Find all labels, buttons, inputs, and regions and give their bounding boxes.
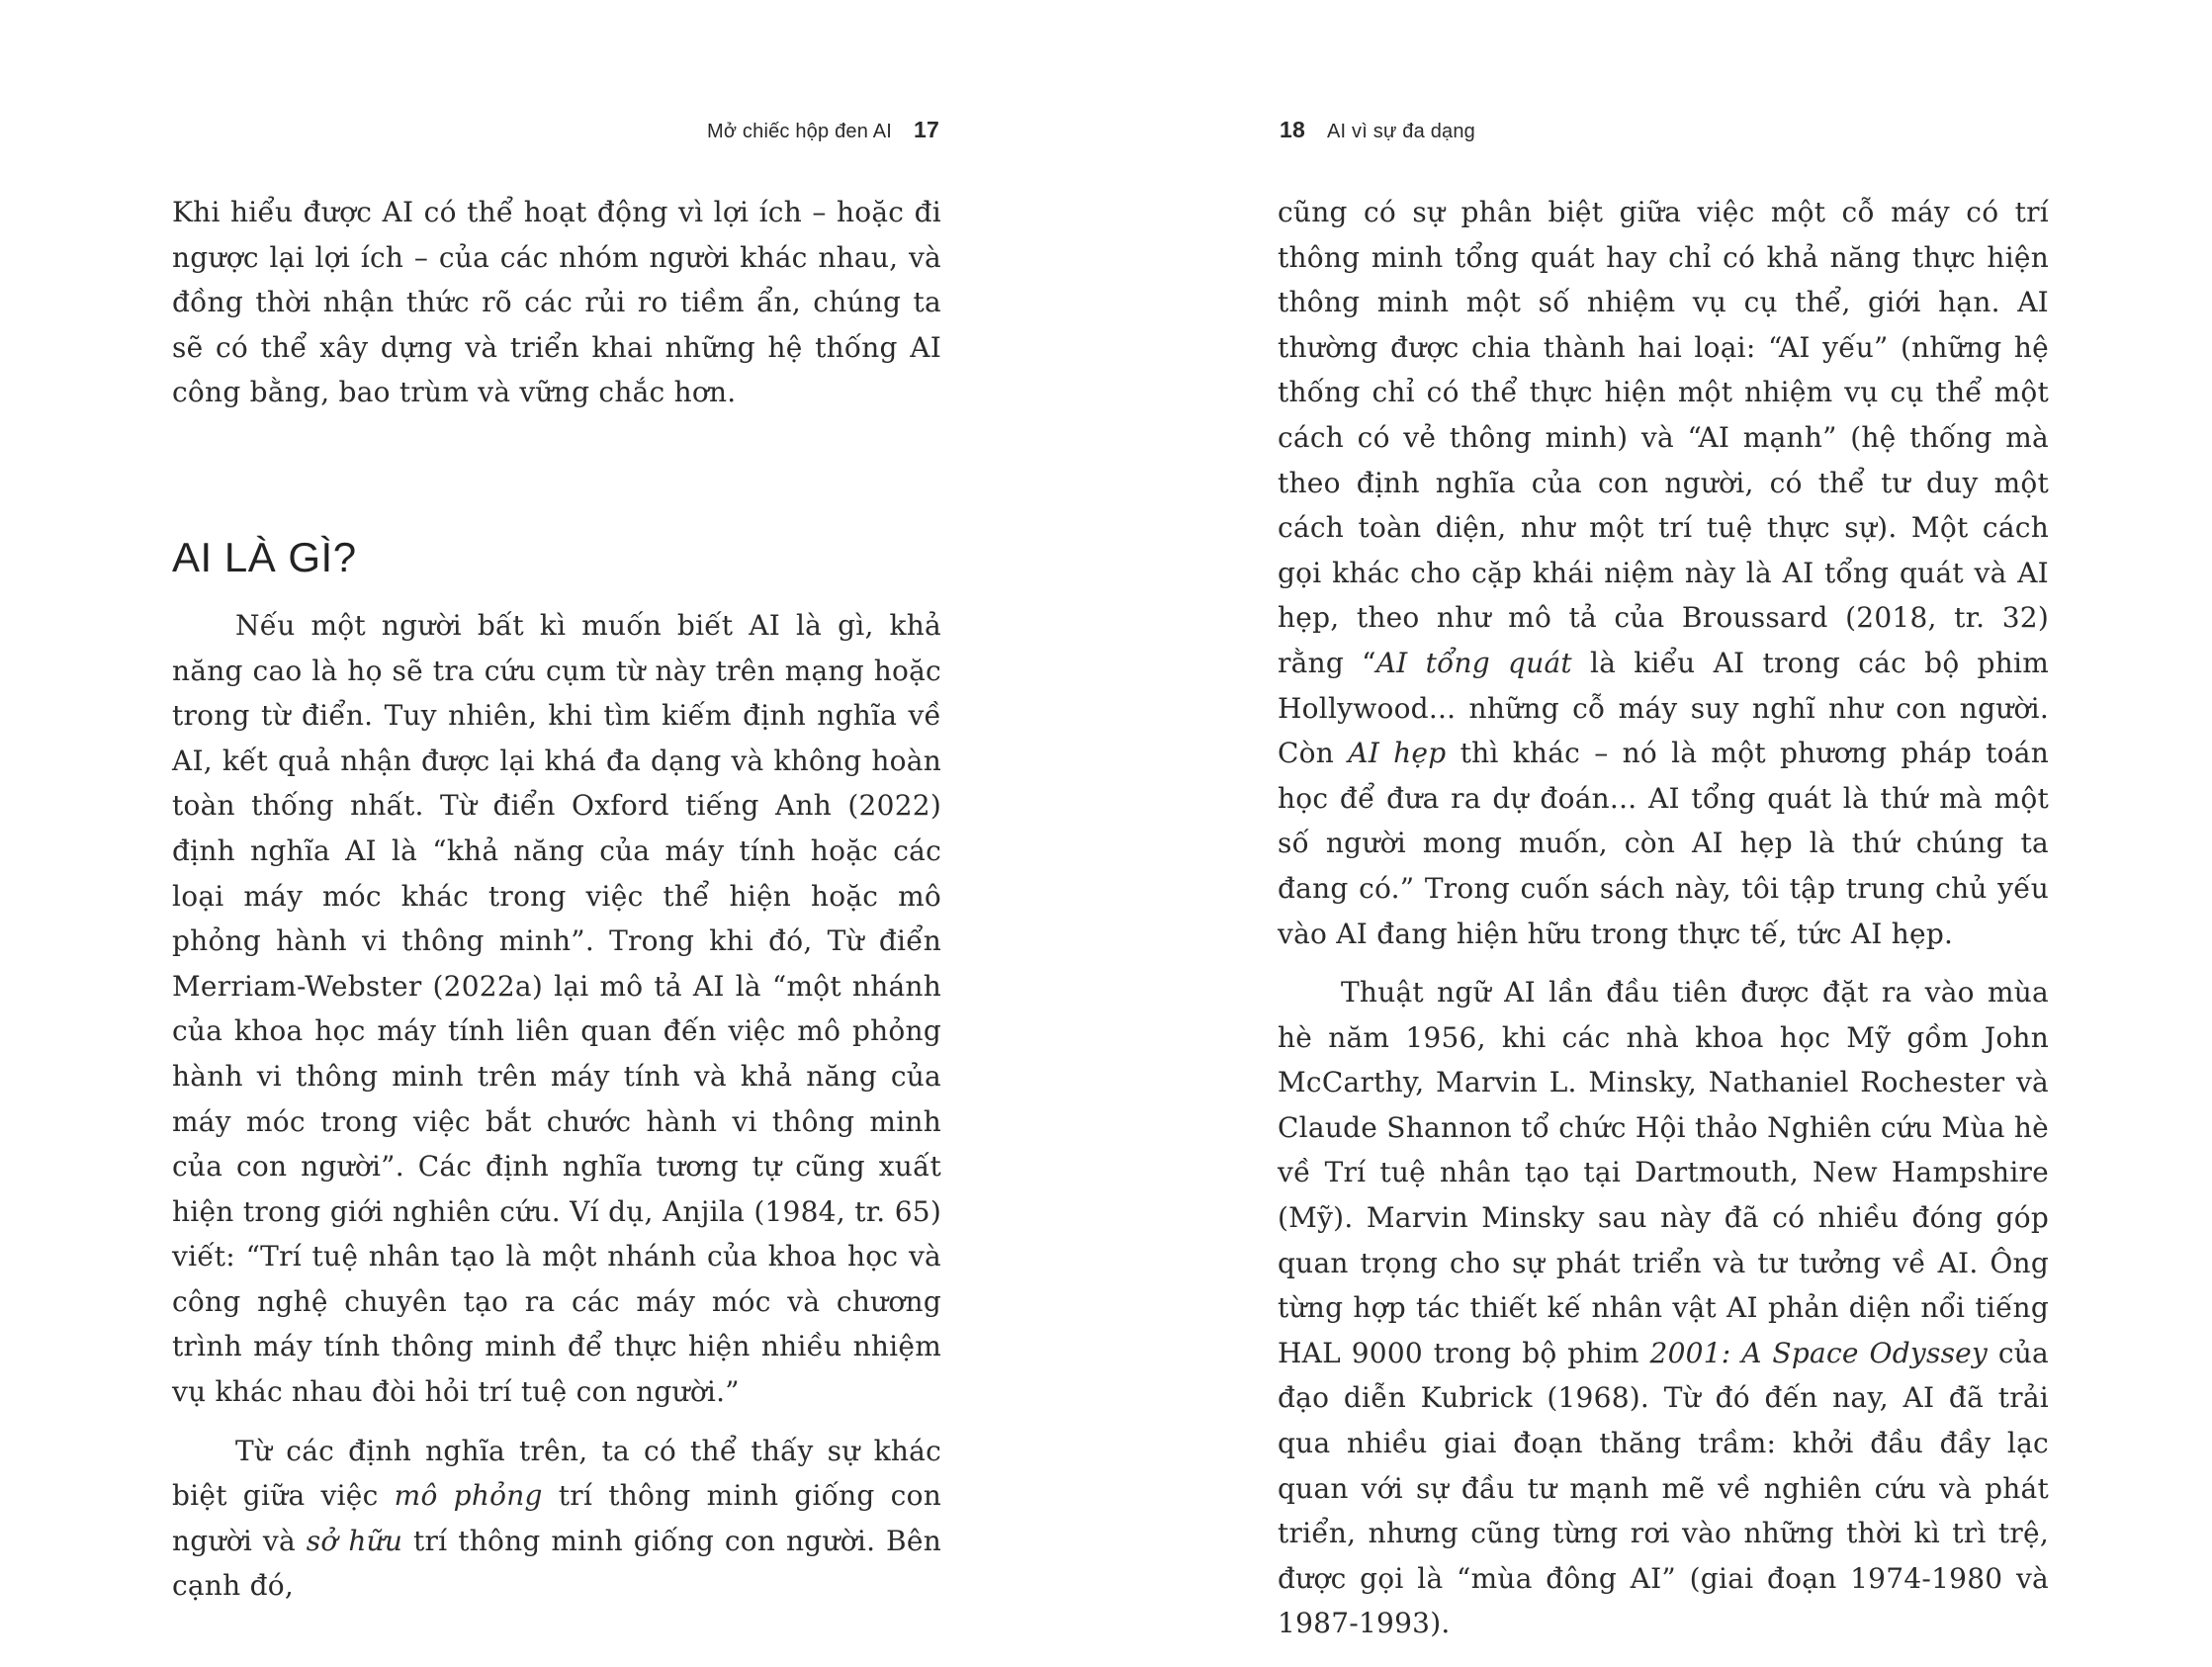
- right-page: [1106, 0, 2212, 1667]
- italic-term: 2001: A Space Odyssey: [1649, 1336, 1989, 1369]
- italic-term: sở hữu: [306, 1524, 403, 1557]
- body-paragraph: Từ các định nghĩa trên, ta có thể thấy sự khác biệt giữa việc mô phỏng trí thông minh giống con người và sở hữu trí thông minh giống con người. Bên cạnh đó,: [172, 1434, 941, 1603]
- running-head-title: AI vì sự đa dạng: [1326, 121, 1475, 142]
- page-number: 18: [1280, 117, 1305, 142]
- right-text-column: [1278, 190, 2049, 1646]
- italic-term: AI tổng quát: [1375, 646, 1572, 679]
- intro-paragraph: Khi hiểu được AI có thể hoạt động vì lợi ích – hoặc đi ngược lại lợi ích – của các nhóm người khác nhau, và đồng thời nhận thức rõ các rủi ro tiềm ẩn, chúng ta sẽ có thể xây dựng và triển khai những hệ thống AI công bằng, bao trùm và vững chắc hơn.: [172, 196, 941, 409]
- body-paragraph: Nếu một người bất kì muốn biết AI là gì, khả năng cao là họ sẽ tra cứu cụm từ này trên mạng hoặc trong từ điển. Tuy nhiên, khi tìm kiếm định nghĩa về AI, kết quả nhận được lại khá đa dạng và không hoàn toàn thống nhất. Từ điển Oxford tiếng Anh (2022) định nghĩa AI là “khả năng của máy tính hoặc các loại máy móc khác trong việc thể hiện hoặc mô phỏng hành vi thông minh”. Trong khi đó, Từ điển Merriam-Webster (2022a) lại mô tả AI là “một nhánh của khoa học máy tính liên quan đến việc mô phỏng hành vi thông minh trên máy tính và khả năng của máy móc trong việc bắt chước hành vi thông minh của con người”. Các định nghĩa tương tự cũng xuất hiện trong giới nghiên cứu. Ví dụ, Anjila (1984, tr. 65) viết: “Trí tuệ nhân tạo là một nhánh của khoa học và công nghệ chuyên tạo ra các máy móc và chương trình máy tính thông minh để thực hiện nhiều nhiệm vụ khác nhau đòi hỏi trí tuệ con người.”: [172, 608, 941, 1409]
- running-head-right: [1280, 117, 1475, 143]
- section-heading: AI LÀ GÌ?: [172, 533, 357, 580]
- body-paragraph: cũng có sự phân biệt giữa việc một cỗ máy có trí thông minh tổng quát hay chỉ có khả năng thực hiện thông minh một số nhiệm vụ cụ thể, giới hạn. AI thường được chia thành hai loại: “AI yếu” (những hệ thống chỉ có thể thực hiện một nhiệm vụ cụ thể một cách có vẻ thông minh) và “AI mạnh” (hệ thống mà theo định nghĩa của con người, có thể tư duy một cách toàn diện, như một trí tuệ thực sự). Một cách gọi khác cho cặp khái niệm này là AI tổng quát và AI hẹp, theo như mô tả của Broussard (2018, tr. 32) rằng “AI tổng quát là kiểu AI trong các bộ phim Hollywood... những cỗ máy suy nghĩ như con người. Còn AI hẹp thì khác – nó là một phương pháp toán học để đưa ra dự đoán... AI tổng quát là thứ mà một số người mong muốn, còn AI hẹp là thứ chúng ta đang có.” Trong cuốn sách này, tôi tập trung chủ yếu vào AI đang hiện hữu trong thực tế, tức AI hẹp.: [1278, 196, 2050, 950]
- italic-term: AI hẹp: [1348, 737, 1447, 770]
- body-paragraph: Thuật ngữ AI lần đầu tiên được đặt ra vào mùa hè năm 1956, khi các nhà khoa học Mỹ gồm John McCarthy, Marvin L. Minsky, Nathaniel Rochester và Claude Shannon tổ chức Hội thảo Nghiên cứu Mùa hè về Trí tuệ nhân tạo tại Dartmouth, New Hampshire (Mỹ). Marvin Minsky sau này đã có nhiều đóng góp quan trọng cho sự phát triển và tư tưởng về AI. Ông từng hợp tác thiết kế nhân vật AI phản diện nổi tiếng HAL 9000 trong bộ phim 2001: A Space Odyssey của đạo diễn Kubrick (1968). Từ đó đến nay, AI đã trải qua nhiều giai đoạn thăng trầm: khởi đầu đầy lạc quan với sự đầu tư mạnh mẽ về nghiên cứu và phát triển, nhưng cũng từng rơi vào những thời kì trì trệ, được gọi là “mùa đông AI” (giai đoạn 1974-1980 và 1987-1993).: [1278, 976, 2049, 1640]
- page-number: 17: [914, 117, 939, 142]
- running-head-title: Mở chiếc hộp đen AI: [706, 121, 893, 142]
- left-text-column: [172, 190, 941, 1609]
- running-head-left: [707, 117, 939, 143]
- italic-term: mô phỏng: [394, 1479, 543, 1513]
